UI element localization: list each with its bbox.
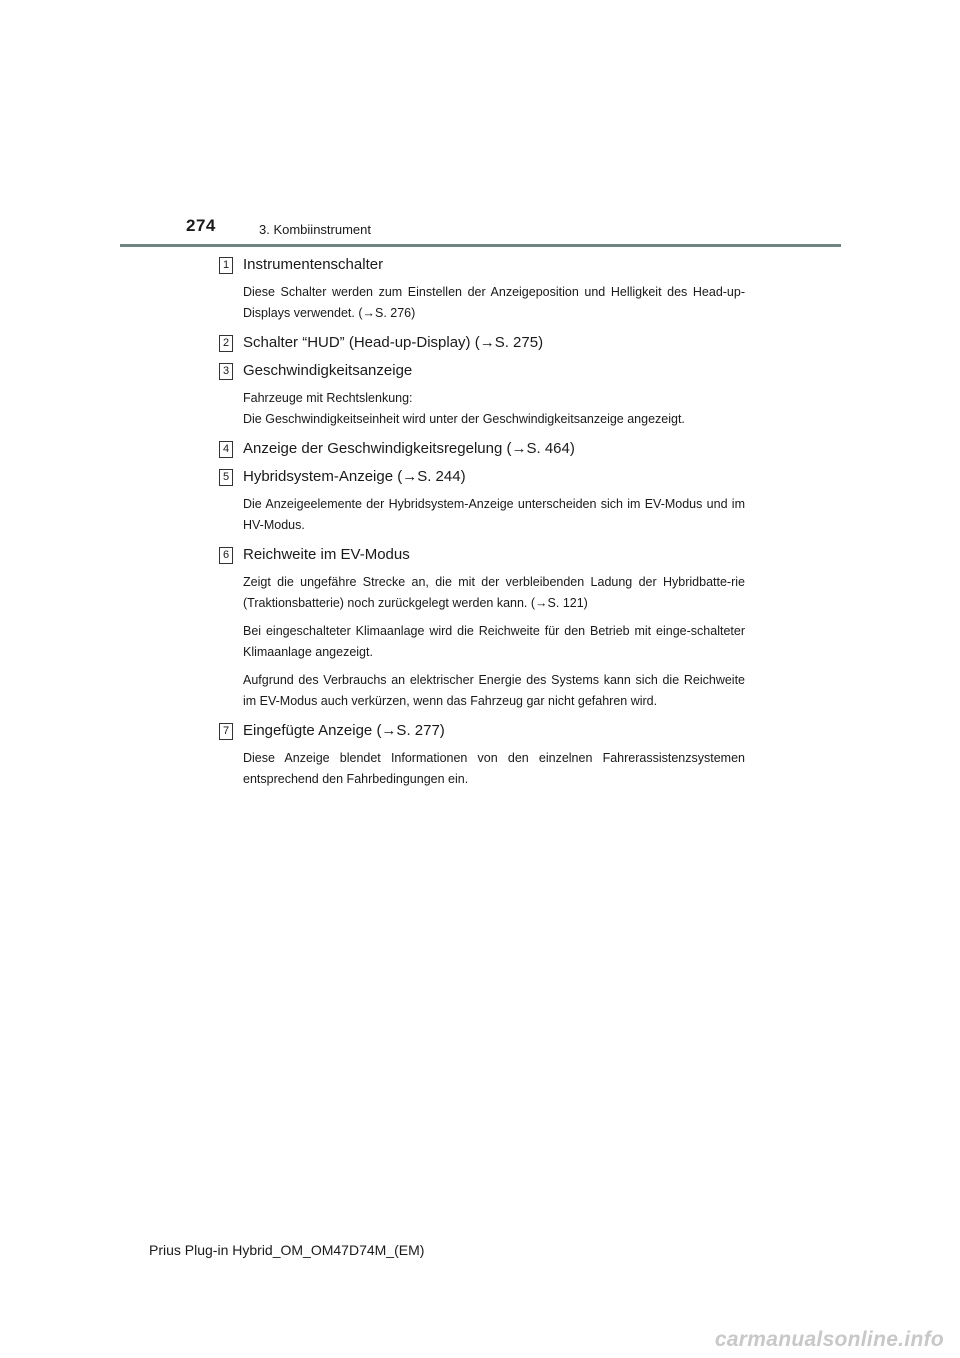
- item-paragraph: Aufgrund des Verbrauchs an elektrischer Energie des Systems kann sich die Reichweite im EV-Modus auch verkürzen, wenn das Fahrzeug gar nicht gefahren wird.: [243, 673, 745, 708]
- item-paragraph: Diese Schalter werden zum Einstellen der Anzeigeposition und Helligkeit des Head-up-Displays verwendet. (→S. 276): [243, 285, 745, 320]
- item-title: Reichweite im EV-Modus: [243, 546, 410, 563]
- page-number: 274: [186, 216, 216, 235]
- item-paragraph: Fahrzeuge mit Rechtslenkung: Die Geschwindigkeitseinheit wird unter der Geschwindigkeitsanzeige angezeigt.: [243, 391, 685, 426]
- item-paragraph: Die Anzeigeelemente der Hybridsystem-Anzeige unterscheiden sich im EV-Modus und im HV-Modus.: [243, 497, 745, 532]
- item-title: Instrumentenschalter: [243, 256, 384, 273]
- item-title: Geschwindigkeitsanzeige: [243, 362, 413, 379]
- section-title: 3. Kombiinstrument: [259, 222, 371, 237]
- watermark: carmanualsonline.info: [714, 1328, 944, 1351]
- list-item: [219, 331, 745, 354]
- item-title: Anzeige der Geschwindigkeitsregelung (→S. 464): [243, 440, 575, 457]
- list-item: [219, 359, 745, 430]
- item-number-badge: 3: [219, 363, 233, 380]
- item-title: Schalter “HUD” (Head-up-Display) (→S. 275): [243, 334, 544, 351]
- item-body: [243, 572, 745, 712]
- item-number-badge: 7: [219, 723, 233, 740]
- item-paragraph: Diese Anzeige blendet Informationen von den einzelnen Fahrerassistenzsystemen entsprechend den Fahrbedingungen ein.: [243, 751, 745, 786]
- list-item: [219, 465, 745, 536]
- item-title: Hybridsystem-Anzeige (→S. 244): [243, 468, 466, 485]
- item-number-badge: 1: [219, 257, 233, 274]
- item-body: [243, 494, 745, 536]
- list-item: [219, 719, 745, 790]
- header-divider: [120, 244, 841, 247]
- item-title: Eingefügte Anzeige (→S. 277): [243, 722, 445, 739]
- list-item: [219, 253, 745, 324]
- document-id: Prius Plug-in Hybrid_OM_OM47D74M_(EM): [149, 1242, 425, 1258]
- item-body: [243, 388, 745, 430]
- list-item: [219, 437, 745, 460]
- item-number-badge: 4: [219, 441, 233, 458]
- item-paragraph: Zeigt die ungefähre Strecke an, die mit der verbleibenden Ladung der Hybridbatte-rie (Traktionsbatterie) noch zurückgelegt werden kann. (→S. 121): [243, 575, 745, 610]
- item-number-badge: 2: [219, 335, 233, 352]
- item-number-badge: 6: [219, 547, 233, 564]
- item-list: [219, 253, 745, 797]
- list-item: [219, 543, 745, 712]
- item-body: [243, 748, 745, 790]
- item-paragraph: Bei eingeschalteter Klimaanlage wird die Reichweite für den Betrieb mit einge-schalteter Klimaanlage angezeigt.: [243, 624, 745, 659]
- item-body: [243, 282, 745, 324]
- item-number-badge: 5: [219, 469, 233, 486]
